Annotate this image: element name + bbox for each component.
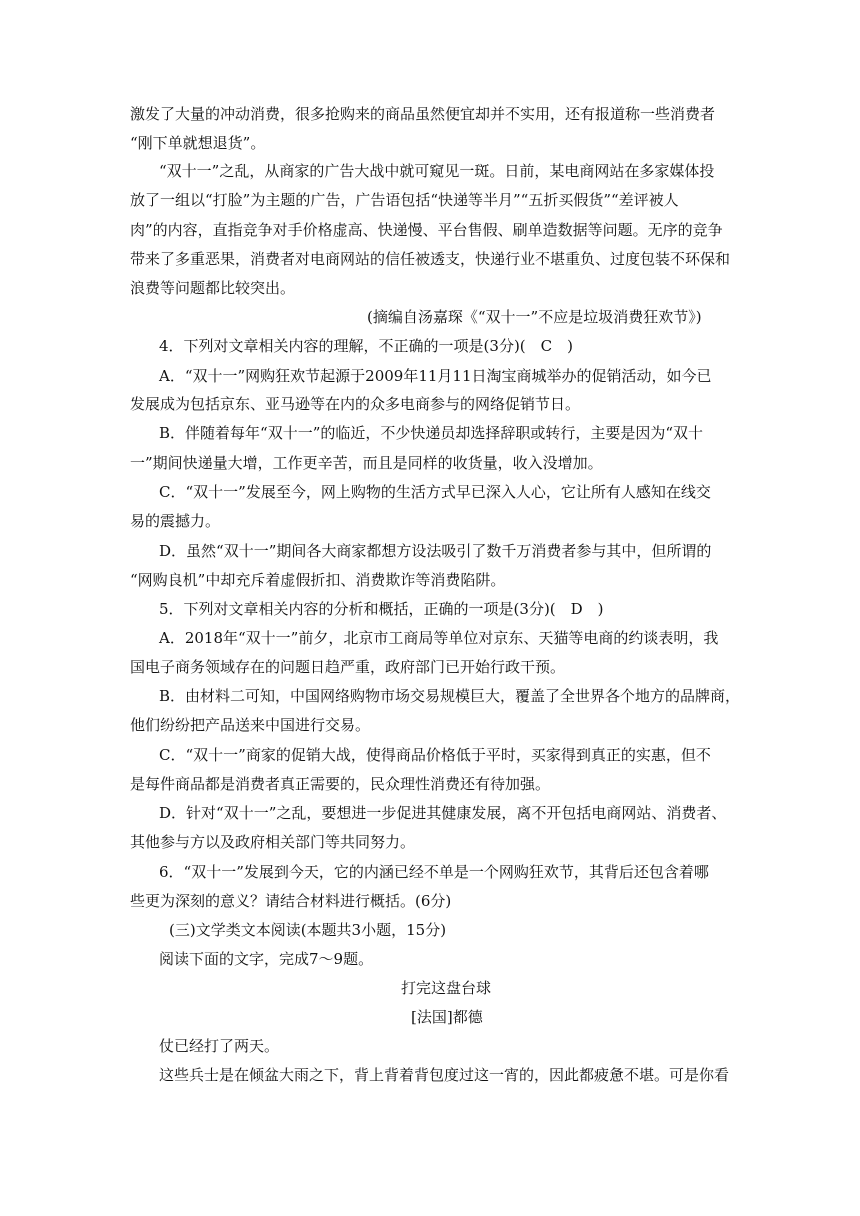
text-line: “网购良机”中却充斥着虚假折扣、消费欺诈等消费陷阱。 [130, 571, 506, 589]
option-5b: B．由材料二可知，中国网络购物市场交易规模巨大，覆盖了全世界各个地方的品牌商， [159, 687, 741, 705]
text-line: “双十一”之乱，从商家的广告大战中就可窥见一斑。日前，某电商网站在多家媒体投 [159, 162, 715, 180]
text-line: 其他参与方以及政府相关部门等共同努力。 [130, 833, 416, 851]
section-heading: (三)文学类文本阅读(本题共3小题，15分) [169, 921, 447, 939]
text-line: 仗已经打了两天。 [159, 1037, 280, 1055]
option-5a: A．2018年“双十一”前夕，北京市工商局等单位对京东、天猫等电商的约谈表明，我 [159, 629, 719, 647]
question-6: 6．“双十一”发展到今天，它的内涵已经不单是一个网购狂欢节，其背后还包含着哪 [159, 863, 709, 881]
instruction: 阅读下面的文字，完成7～9题。 [159, 950, 374, 968]
text-line: 肉”的内容，直指竞争对手价格虚高、快递慢、平台售假、刷单造数据等问题。无序的竞争 [130, 221, 723, 239]
option-5c: C．“双十一”商家的促销大战，使得商品价格低于平时，买家得到真正的实惠，但不 [159, 746, 711, 764]
text-line: 放了一组以“打脸”为主题的广告，广告语包括“快递等半月”“五折买假货”“差评被人 [130, 191, 679, 209]
option-4c: C．“双十一”发展至今，网上购物的生活方式早已深入人心，它让所有人感知在线交 [159, 483, 711, 501]
question-4: 4．下列对文章相关内容的理解，不正确的一项是(3分)( C ) [159, 337, 573, 355]
text-line: 发展成为包括京东、亚马逊等在内的众多电商参与的网络促销节日。 [130, 395, 581, 413]
source-citation: (摘编自汤嘉琛《“双十一”不应是垃圾消费狂欢节》) [367, 308, 702, 326]
text-line: 国电子商务领域存在的问题日趋严重，政府部门已开始行政干预。 [130, 658, 566, 676]
story-title: 打完这盘台球 [401, 979, 492, 997]
text-line: 他们纷纷把产品送来中国进行交易。 [130, 716, 371, 734]
text-line: 一”期间快递量大增，工作更辛苦，而且是同样的收货量，收入没增加。 [130, 454, 603, 472]
question-5: 5．下列对文章相关内容的分析和概括，正确的一项是(3分)( D ) [159, 600, 604, 618]
story-author: [法国]都德 [411, 1008, 483, 1026]
option-4d: D．虽然“双十一”期间各大商家都想方设法吸引了数千万消费者参与其中，但所谓的 [159, 542, 712, 560]
option-4a: A．“双十一”网购狂欢节起源于2009年11月11日淘宝商城举办的促销活动，如今已 [159, 367, 712, 385]
text-line: 激发了大量的冲动消费，很多抢购来的商品虽然便宜却并不实用，还有报道称一些消费者 [130, 105, 716, 123]
text-line: 带来了多重恶果，消费者对电商网站的信任被透支，快递行业不堪重负、过度包装不环保和 [130, 250, 731, 268]
option-4b: B．伴随着每年“双十一”的临近，不少快递员却选择辞职或转行，主要是因为“双十 [159, 424, 704, 442]
text-line: 是每件商品都是消费者真正需要的，民众理性消费还有待加强。 [130, 775, 551, 793]
text-line: 这些兵士是在倾盆大雨之下，背上背着背包度过这一宵的，因此都疲惫不堪。可是你看 [159, 1066, 730, 1084]
text-line: 浪费等问题都比较突出。 [130, 279, 296, 297]
option-5d: D．针对“双十一”之乱，要想进一步促进其健康发展，离不开包括电商网站、消费者、 [159, 804, 727, 822]
text-line: 易的震撼力。 [130, 512, 221, 530]
text-line: “刚下单就想退货”。 [130, 134, 266, 152]
text-line: 些更为深刻的意义？请结合材料进行概括。(6分) [130, 892, 452, 910]
